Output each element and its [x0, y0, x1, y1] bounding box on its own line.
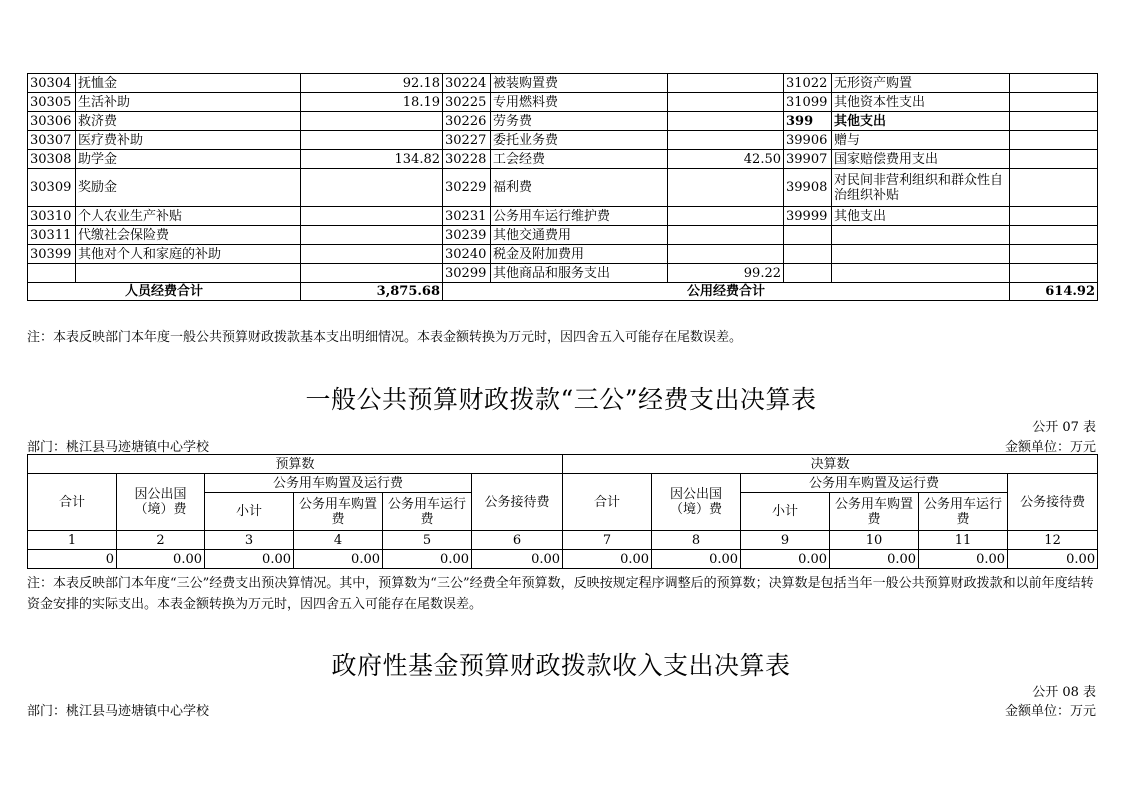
value-row [28, 550, 1098, 569]
item-code-cell: 30304 [28, 74, 76, 93]
item-name-cell: 助学金 [76, 150, 301, 169]
item-name-cell: 无形资产购置 [832, 74, 1010, 93]
item-code-cell: 30399 [28, 245, 76, 264]
budget-subtotal-header: 小计 [205, 493, 294, 531]
value-cell: 0.00 [294, 550, 383, 569]
amount-cell [668, 131, 784, 150]
item-code-cell: 39999 [784, 207, 832, 226]
final-vehicle-buy-header: 公务用车购置费 [830, 493, 919, 531]
amount-cell [668, 74, 784, 93]
column-index-cell: 9 [741, 531, 830, 550]
column-index-cell: 8 [652, 531, 741, 550]
final-reception-header: 公务接待费 [1008, 474, 1098, 531]
item-code-cell: 30310 [28, 207, 76, 226]
amount-cell: 42.50 [668, 150, 784, 169]
column-index-row [28, 531, 1098, 550]
table1-note: 注：本表反映部门本年度一般公共预算财政拨款基本支出明细情况。本表金额转换为万元时，因四舍五入可能存在尾数误差。 [27, 330, 743, 345]
item-code-cell: 30309 [28, 169, 76, 207]
item-name-cell: 劳务费 [491, 112, 668, 131]
item-code-cell: 30229 [443, 169, 491, 207]
item-name-cell: 其他资本性支出 [832, 93, 1010, 112]
budget-abroad-header: 因公出国（境）费 [117, 474, 205, 531]
item-name-cell: 国家赔偿费用支出 [832, 150, 1010, 169]
budget-vehicle-buy-header: 公务用车购置费 [294, 493, 383, 531]
final-abroad-header: 因公出国（境）费 [652, 474, 741, 531]
item-name-cell: 其他商品和服务支出 [491, 264, 668, 283]
amount-cell [1010, 112, 1098, 131]
final-vehicle-header: 公务用车购置及运行费 [741, 474, 1008, 493]
amount-cell [1010, 207, 1098, 226]
column-index-cell: 2 [117, 531, 205, 550]
value-cell: 0.00 [919, 550, 1008, 569]
table-row [28, 245, 1098, 264]
item-name-cell: 对民间非营利组织和群众性自治组织补贴 [832, 169, 1010, 207]
column-index-cell: 6 [472, 531, 563, 550]
item-code-cell [784, 226, 832, 245]
item-name-cell: 被装购置费 [491, 74, 668, 93]
value-cell: 0.00 [383, 550, 472, 569]
amount-cell [301, 131, 443, 150]
item-code-cell: 30306 [28, 112, 76, 131]
item-code-cell: 30307 [28, 131, 76, 150]
table-row [28, 131, 1098, 150]
amount-cell [1010, 264, 1098, 283]
budget-reception-header: 公务接待费 [472, 474, 563, 531]
item-code-cell: 399 [784, 112, 832, 131]
item-code-cell: 30226 [443, 112, 491, 131]
final-vehicle-run-header: 公务用车运行费 [919, 493, 1008, 531]
three-public-table [27, 454, 1098, 569]
amount-cell [668, 112, 784, 131]
column-index-cell: 11 [919, 531, 1008, 550]
department-label: 部门：桃江县马迹塘镇中心学校 [27, 440, 210, 455]
item-code-cell: 39906 [784, 131, 832, 150]
final-total-header: 合计 [563, 474, 652, 531]
budget-vehicle-run-header: 公务用车运行费 [383, 493, 472, 531]
amount-unit-label: 金额单位：万元 [1004, 440, 1096, 455]
value-cell: 0.00 [1008, 550, 1098, 569]
item-name-cell: 救济费 [76, 112, 301, 131]
item-code-cell: 39907 [784, 150, 832, 169]
amount-cell: 18.19 [301, 93, 443, 112]
amount-cell [301, 207, 443, 226]
item-name-cell [832, 226, 1010, 245]
amount-cell [668, 207, 784, 226]
final-subtotal-header: 小计 [741, 493, 830, 531]
item-name-cell: 税金及附加费用 [491, 245, 668, 264]
item-code-cell: 30224 [443, 74, 491, 93]
total-personnel-value: 3,875.68 [301, 283, 443, 301]
value-cell: 0.00 [652, 550, 741, 569]
total-public-label: 公用经费合计 [443, 283, 1010, 301]
table-row [28, 150, 1098, 169]
amount-cell [1010, 93, 1098, 112]
item-code-cell: 39908 [784, 169, 832, 207]
item-code-cell: 30305 [28, 93, 76, 112]
column-index-cell: 1 [28, 531, 117, 550]
amount-cell [1010, 131, 1098, 150]
item-code-cell: 31022 [784, 74, 832, 93]
amount-cell [1010, 150, 1098, 169]
amount-cell [301, 245, 443, 264]
value-cell: 0.00 [563, 550, 652, 569]
value-cell: 0.00 [741, 550, 830, 569]
item-name-cell: 其他交通费用 [491, 226, 668, 245]
amount-cell [668, 93, 784, 112]
value-cell: 0.00 [117, 550, 205, 569]
item-name-cell [832, 245, 1010, 264]
item-code-cell [784, 245, 832, 264]
item-name-cell: 生活补助 [76, 93, 301, 112]
budget-header: 预算数 [28, 455, 563, 474]
item-name-cell: 个人农业生产补贴 [76, 207, 301, 226]
item-name-cell: 委托业务费 [491, 131, 668, 150]
amount-cell [301, 112, 443, 131]
table2-note: 注：本表反映部门本年度“三公”经费支出预决算情况。其中，预算数为“三公”经费全年预算数，反映按规定程序调整后的预算数；决算数是包括当年一般公共预算财政拨款和以前年度结转资金安排的实际支出。本表金额转换为万元时，因四舍五入可能存在尾数误差。 [27, 576, 1094, 612]
item-name-cell: 其他对个人和家庭的补助 [76, 245, 301, 264]
amount-cell [668, 169, 784, 207]
gov-fund-title: 政府性基金预算财政拨款收入支出决算表 [331, 651, 791, 680]
amount-cell [1010, 74, 1098, 93]
column-index-cell: 12 [1008, 531, 1098, 550]
item-code-cell: 30311 [28, 226, 76, 245]
item-name-cell: 抚恤金 [76, 74, 301, 93]
value-cell: 0 [28, 550, 117, 569]
item-code-cell: 30231 [443, 207, 491, 226]
total-personnel-label: 人员经费合计 [28, 283, 301, 301]
table-row [28, 169, 1098, 207]
item-code-cell: 30228 [443, 150, 491, 169]
final-header: 决算数 [563, 455, 1098, 474]
amount-unit-label-2: 金额单位：万元 [1004, 704, 1096, 719]
item-code-cell: 30227 [443, 131, 491, 150]
amount-cell [1010, 169, 1098, 207]
amount-cell [301, 264, 443, 283]
item-name-cell: 福利费 [491, 169, 668, 207]
item-code-cell: 30240 [443, 245, 491, 264]
three-public-title: 一般公共预算财政拨款“三公”经费支出决算表 [305, 385, 817, 414]
budget-total-header: 合计 [28, 474, 117, 531]
item-name-cell: 公务用车运行维护费 [491, 207, 668, 226]
expenditure-detail-table [27, 73, 1098, 301]
item-code-cell [28, 264, 76, 283]
table-row [28, 93, 1098, 112]
item-name-cell: 代缴社会保险费 [76, 226, 301, 245]
column-index-cell: 7 [563, 531, 652, 550]
amount-cell [1010, 226, 1098, 245]
table-row [28, 226, 1098, 245]
form-no-07: 公开 07 表 [1032, 420, 1096, 435]
amount-cell [301, 226, 443, 245]
column-index-cell: 5 [383, 531, 472, 550]
item-name-cell: 奖励金 [76, 169, 301, 207]
column-index-cell: 10 [830, 531, 919, 550]
amount-cell [668, 245, 784, 264]
department-label-2: 部门：桃江县马迹塘镇中心学校 [27, 704, 210, 719]
item-name-cell: 医疗费补助 [76, 131, 301, 150]
table-row [28, 207, 1098, 226]
amount-cell: 134.82 [301, 150, 443, 169]
item-code-cell: 30225 [443, 93, 491, 112]
item-name-cell: 其他支出 [832, 207, 1010, 226]
item-name-cell [832, 264, 1010, 283]
amount-cell: 99.22 [668, 264, 784, 283]
amount-cell [668, 226, 784, 245]
item-code-cell: 30299 [443, 264, 491, 283]
budget-vehicle-header: 公务用车购置及运行费 [205, 474, 472, 493]
item-name-cell: 专用燃料费 [491, 93, 668, 112]
value-cell: 0.00 [472, 550, 563, 569]
item-code-cell: 30239 [443, 226, 491, 245]
table-row [28, 264, 1098, 283]
item-name-cell: 工会经费 [491, 150, 668, 169]
column-index-cell: 4 [294, 531, 383, 550]
table-row [28, 112, 1098, 131]
amount-cell: 92.18 [301, 74, 443, 93]
amount-cell [301, 169, 443, 207]
form-no-08: 公开 08 表 [1032, 685, 1096, 700]
total-public-value: 614.92 [1010, 283, 1098, 301]
table-row [28, 74, 1098, 93]
item-name-cell [76, 264, 301, 283]
item-code-cell: 31099 [784, 93, 832, 112]
value-cell: 0.00 [205, 550, 294, 569]
item-name-cell: 其他支出 [832, 112, 1010, 131]
column-index-cell: 3 [205, 531, 294, 550]
item-code-cell [784, 264, 832, 283]
item-name-cell: 赠与 [832, 131, 1010, 150]
value-cell: 0.00 [830, 550, 919, 569]
item-code-cell: 30308 [28, 150, 76, 169]
amount-cell [1010, 245, 1098, 264]
